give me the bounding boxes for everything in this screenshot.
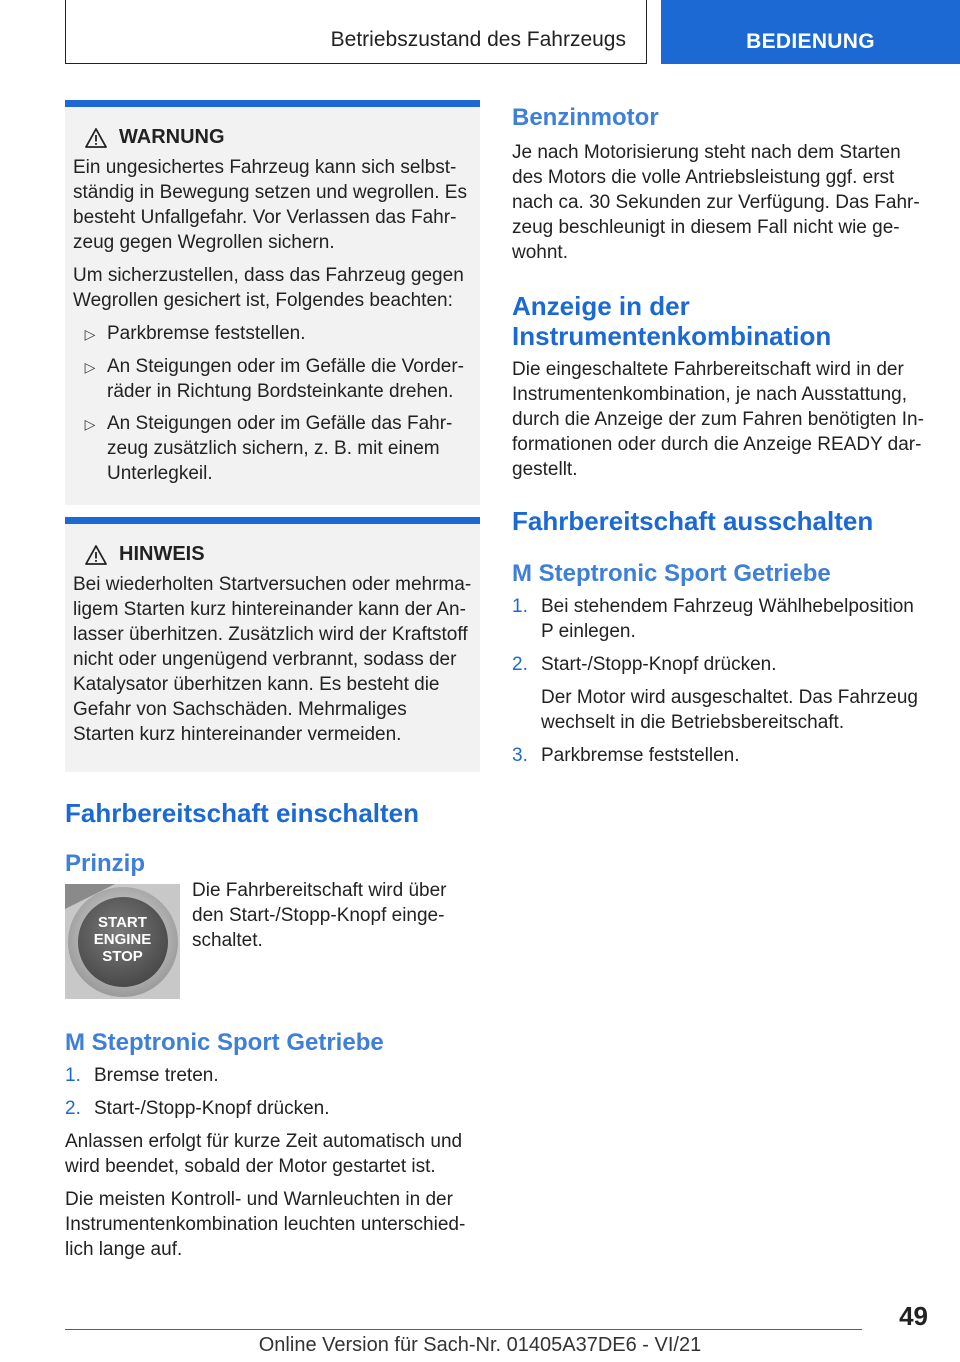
kontrollleuchten-paragraph: Die meisten Kontroll- und Warnleuchten in der Instrumentenkombination leuchten unterschiedlich lange auf.: [65, 1189, 466, 1260]
start-stop-button-image: [65, 884, 180, 999]
warning-title: WARNUNG: [119, 126, 225, 148]
button-label-engine: ENGINE: [93, 931, 152, 948]
left-column: [65, 798, 480, 1270]
step-item: 1. Bei stehendem Fahrzeug Wählhebelposition P einlegen.: [512, 596, 914, 642]
warning-paragraph-2: Um sicherzustellen, dass das Fahrzeug gegen Wegrollen gesichert ist, Folgendes beachten:: [73, 265, 464, 311]
header-title: Betriebszustand des Fahrzeugs: [330, 28, 626, 51]
step-item: 2. Start-/Stopp-Knopf drücken.: [512, 654, 777, 675]
notice-bar: [65, 517, 480, 524]
heading-anzeige: Anzeige in der Instrumentenkombination: [512, 291, 832, 351]
warning-paragraph-1: Ein ungesichertes Fahrzeug kann sich selbstständig in Bewegung setzen und wegrollen. Es besteht Unfallgefahr. Vor Verlassen das Fahrzeug gegen Wegrollen sichern.: [73, 157, 467, 253]
notice-title: HINWEIS: [119, 543, 205, 565]
prinzip-block: [65, 880, 480, 999]
page-number: 49: [899, 1301, 928, 1331]
step-item: 3. Parkbremse feststellen.: [512, 745, 740, 766]
warning-bar: [65, 100, 480, 107]
heading-steptronic-left: M Steptronic Sport Getriebe: [65, 1029, 384, 1056]
warning-bullet: ▷ An Steigungen oder im Gefälle das Fahrzeug zusätzlich sichern, z. B. mit einem Unterlegkeil.: [73, 411, 472, 486]
warning-triangle-icon: [85, 128, 107, 148]
header-section-tab: [661, 0, 960, 64]
heading-fahrbereitschaft-ausschalten: Fahrbereitschaft ausschalten: [512, 506, 874, 536]
heading-benzinmotor: Benzinmotor: [512, 104, 659, 131]
warning-triangle-icon: [85, 545, 107, 565]
warning-bullet: ▷ Parkbremse feststellen.: [73, 321, 472, 347]
right-column: [512, 104, 930, 776]
anzeige-text: Die eingeschaltete Fahrbereitschaft wird in der Instrumentenkombination, je nach Ausstattung, durch die Anzeige der zum Fahren benötigten Informationen oder durch die Anzeige READY dargestellt.: [512, 359, 924, 480]
bullet-triangle-icon: ▷: [84, 416, 96, 432]
notice-box: [65, 517, 480, 772]
bullet-triangle-icon: ▷: [84, 359, 96, 375]
warning-box: [65, 100, 480, 505]
heading-fahrbereitschaft-einschalten: Fahrbereitschaft einschalten: [65, 798, 419, 828]
button-label-stop: STOP: [102, 948, 143, 965]
footer-text: Online Version für Sach-Nr. 01405A37DE6 - VI/21: [258, 1334, 702, 1356]
bullet-triangle-icon: ▷: [84, 326, 96, 342]
anlassen-paragraph: Anlassen erfolgt für kurze Zeit automatisch und wird beendet, sobald der Motor gestartet ist.: [65, 1131, 463, 1177]
notice-paragraph: Bei wiederholten Startversuchen oder mehrmaligem Starten kurz hintereinander kann der Anlasser überhitzen. Zusätzlich wird der Kraftstoff nicht oder ungenügend verbrannt, sodass der Katalysator überhitzen kann. Es besteht die Gefahr von Sachschäden. Mehrmaliges Starten kurz hintereinander vermeiden.: [73, 574, 472, 745]
button-label-start: START: [98, 914, 147, 931]
heading-steptronic-right: M Steptronic Sport Getriebe: [512, 560, 831, 587]
step-item: 1. Bremse treten.: [65, 1065, 219, 1086]
step-item: 2. Start-/Stopp-Knopf drücken.: [65, 1098, 330, 1119]
notice-heading: [85, 543, 472, 566]
prinzip-text: Die Fahrbereitschaft wird über den Start-/Stopp-Knopf eingeschaltet.: [192, 880, 447, 951]
heading-prinzip: Prinzip: [65, 850, 146, 877]
header-title-tab: [65, 0, 647, 64]
footer-rule: [65, 1329, 862, 1330]
header-section: BEDIENUNG: [746, 30, 875, 53]
warning-bullet: ▷ An Steigungen oder im Gefälle die Vorderräder in Richtung Bordsteinkante drehen.: [73, 354, 472, 404]
step-2-subtext: Der Motor wird ausgeschaltet. Das Fahrzeug wechselt in die Betriebsbereitschaft.: [541, 687, 918, 733]
benzinmotor-text: Je nach Motorisierung steht nach dem Starten des Motors die volle Antriebsleistung ggf. erst nach ca. 30 Sekunden zur Verfügung. Das Fahrzeug beschleunigt in diesem Fall nicht wie gewohnt.: [512, 142, 920, 263]
warning-heading: [85, 126, 472, 149]
